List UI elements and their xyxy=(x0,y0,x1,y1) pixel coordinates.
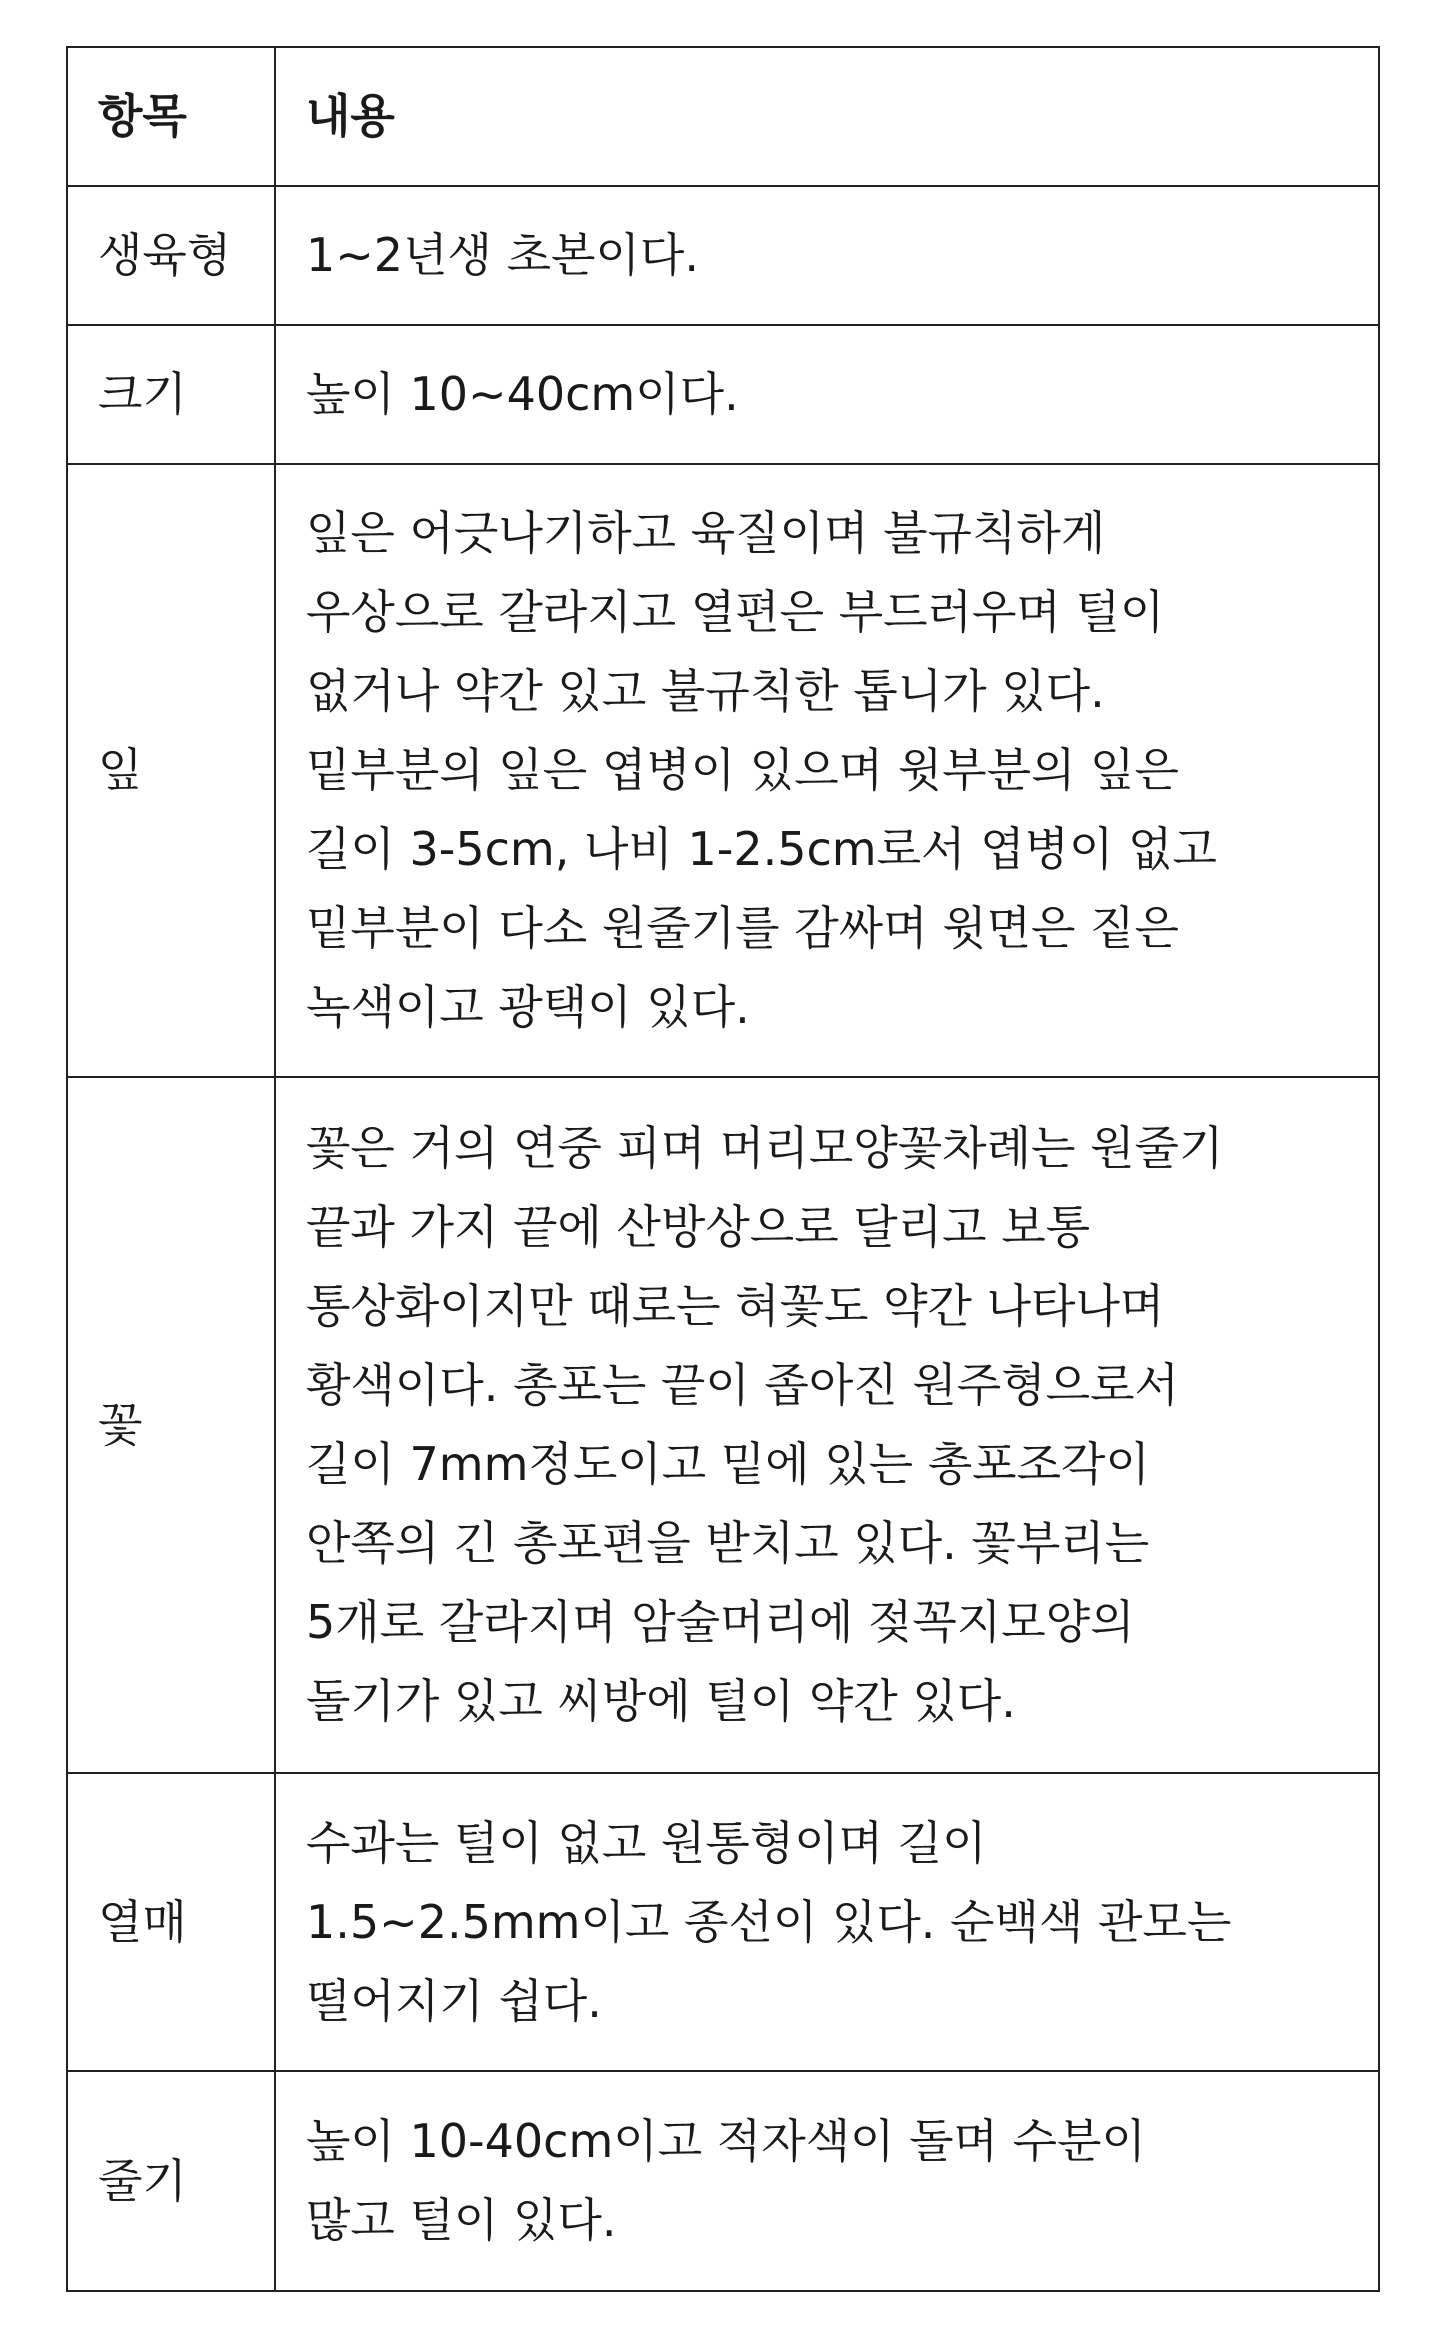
value-line: 길이 3-5cm, 나비 1-2.5cm로서 엽병이 없고 xyxy=(306,822,1217,876)
row-label: 줄기 xyxy=(67,2071,275,2291)
value-line: 잎은 어긋나기하고 육질이며 불규칙하게 xyxy=(306,506,1106,560)
value-line: 우상으로 갈라지고 열편은 부드러우며 털이 xyxy=(306,585,1165,639)
row-label: 꽃 xyxy=(67,1077,275,1773)
value-line: 수과는 털이 없고 원통형이며 길이 xyxy=(306,1815,987,1870)
table-row xyxy=(67,464,1379,1077)
row-value xyxy=(275,1773,1379,2071)
row-value xyxy=(275,186,1379,325)
table-row xyxy=(67,1077,1379,1773)
row-label: 크기 xyxy=(67,325,275,464)
table-row xyxy=(67,186,1379,325)
value-line: 5개로 갈라지며 암술머리에 젖꼭지모양의 xyxy=(306,1595,1135,1649)
value-line: 높이 10~40cm이다. xyxy=(306,367,739,421)
value-line: 밑부분이 다소 원줄기를 감싸며 윗면은 짙은 xyxy=(306,901,1179,955)
value-line: 길이 7mm정도이고 밑에 있는 총포조각이 xyxy=(306,1437,1150,1491)
value-line: 없거나 약간 있고 불규칙한 톱니가 있다. xyxy=(306,664,1105,718)
value-line: 많고 털이 있다. xyxy=(306,2193,617,2247)
value-line: 1.5~2.5mm이고 종선이 있다. 순백색 관모는 xyxy=(306,1894,1232,1949)
value-line: 황색이다. 총포는 끝이 좁아진 원주형으로서 xyxy=(306,1358,1179,1412)
value-line: 끝과 가지 끝에 산방상으로 달리고 보통 xyxy=(306,1200,1091,1254)
value-line: 높이 10-40cm이고 적자색이 돌며 수분이 xyxy=(306,2114,1146,2168)
table-header-row xyxy=(67,47,1379,186)
header-content: 내용 xyxy=(275,47,1379,186)
value-line: 통상화이지만 때로는 혀꽃도 약간 나타나며 xyxy=(306,1279,1165,1333)
value-line: 돌기가 있고 씨방에 털이 약간 있다. xyxy=(306,1674,1016,1728)
row-value xyxy=(275,1077,1379,1773)
row-label: 생육형 xyxy=(67,186,275,325)
table-row xyxy=(67,325,1379,464)
info-table xyxy=(66,46,1380,2292)
row-value xyxy=(275,325,1379,464)
row-value xyxy=(275,464,1379,1077)
table-row xyxy=(67,2071,1379,2291)
value-line: 안쪽의 긴 총포편을 받치고 있다. 꽃부리는 xyxy=(306,1516,1150,1570)
table-row xyxy=(67,1773,1379,2071)
value-line: 꽃은 거의 연중 피며 머리모양꽃차례는 원줄기 xyxy=(306,1121,1224,1175)
value-line: 떨어지기 쉽다. xyxy=(306,1973,602,2028)
value-line: 녹색이고 광택이 있다. xyxy=(306,980,750,1034)
row-label: 잎 xyxy=(67,464,275,1077)
value-line: 밑부분의 잎은 엽병이 있으며 윗부분의 잎은 xyxy=(306,743,1179,797)
row-label: 열매 xyxy=(67,1773,275,2071)
row-value xyxy=(275,2071,1379,2291)
header-item: 항목 xyxy=(67,47,275,186)
value-line: 1~2년생 초본이다. xyxy=(306,228,699,282)
